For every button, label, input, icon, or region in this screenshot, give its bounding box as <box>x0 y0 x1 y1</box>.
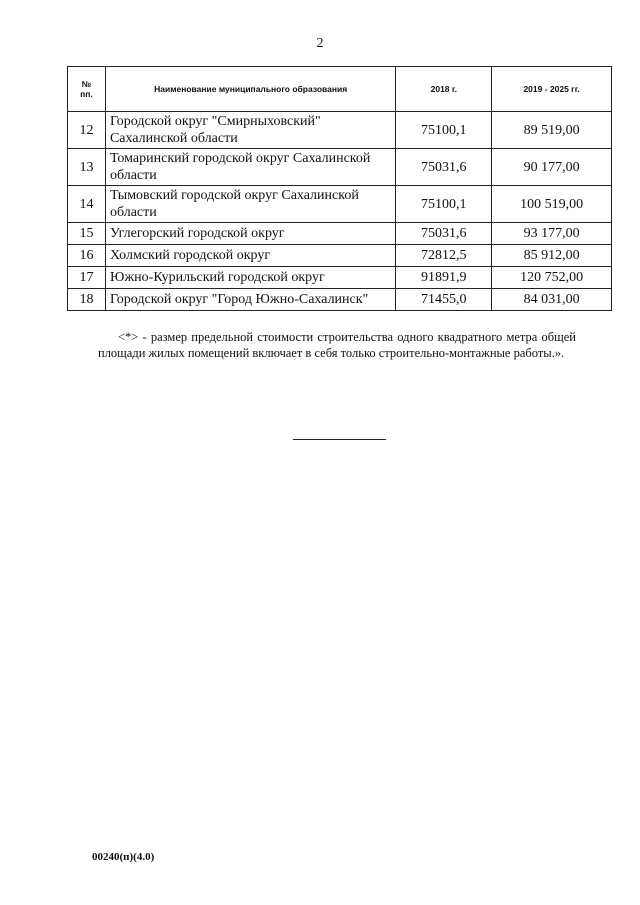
value-2018: 91891,9 <box>396 267 492 289</box>
footnote: <*> - размер предельной стоимости строительства одного квадратного метра общей площади жилых помещений включает в себя только строительно-монтажные работы.». <box>98 330 576 360</box>
value-2019-2025: 85 912,00 <box>492 245 612 267</box>
separator-line <box>293 439 386 440</box>
page-number: 2 <box>316 36 324 51</box>
table-row <box>68 186 612 223</box>
value-2019-2025: 100 519,00 <box>492 186 612 223</box>
table-row <box>68 289 612 311</box>
value-2019-2025: 89 519,00 <box>492 112 612 149</box>
municipality-name: Городской округ "Город Южно-Сахалинск" <box>105 289 395 311</box>
value-2018: 72812,5 <box>396 245 492 267</box>
row-number: 16 <box>68 245 106 267</box>
document-code: 00240(п)(4.0) <box>92 851 155 863</box>
value-2018: 75100,1 <box>396 112 492 149</box>
municipality-name: Углегорский городской округ <box>105 223 395 245</box>
municipality-name: Южно-Курильский городской округ <box>105 267 395 289</box>
municipality-name: Тымовский городской округ Сахалинской области <box>105 186 395 223</box>
row-number: 18 <box>68 289 106 311</box>
value-2018: 75100,1 <box>396 186 492 223</box>
table-header-row <box>68 67 612 112</box>
header-2019-2025: 2019 - 2025 гг. <box>492 67 612 112</box>
municipality-name: Томаринский городской округ Сахалинской области <box>105 149 395 186</box>
value-2018: 75031,6 <box>396 223 492 245</box>
row-number: 15 <box>68 223 106 245</box>
row-number: 13 <box>68 149 106 186</box>
table-row <box>68 223 612 245</box>
value-2019-2025: 90 177,00 <box>492 149 612 186</box>
table-row <box>68 149 612 186</box>
value-2019-2025: 120 752,00 <box>492 267 612 289</box>
row-number: 14 <box>68 186 106 223</box>
table-row <box>68 267 612 289</box>
row-number: 17 <box>68 267 106 289</box>
table-row <box>68 112 612 149</box>
header-name: Наименование муниципального образования <box>105 67 395 112</box>
municipality-name: Городской округ "Смирныховский" Сахалинской области <box>105 112 395 149</box>
header-num: № пп. <box>68 67 106 112</box>
value-2018: 71455,0 <box>396 289 492 311</box>
value-2019-2025: 93 177,00 <box>492 223 612 245</box>
value-2019-2025: 84 031,00 <box>492 289 612 311</box>
municipality-name: Холмский городской округ <box>105 245 395 267</box>
row-number: 12 <box>68 112 106 149</box>
header-2018: 2018 г. <box>396 67 492 112</box>
municipality-cost-table <box>67 66 612 311</box>
value-2018: 75031,6 <box>396 149 492 186</box>
table-row <box>68 245 612 267</box>
